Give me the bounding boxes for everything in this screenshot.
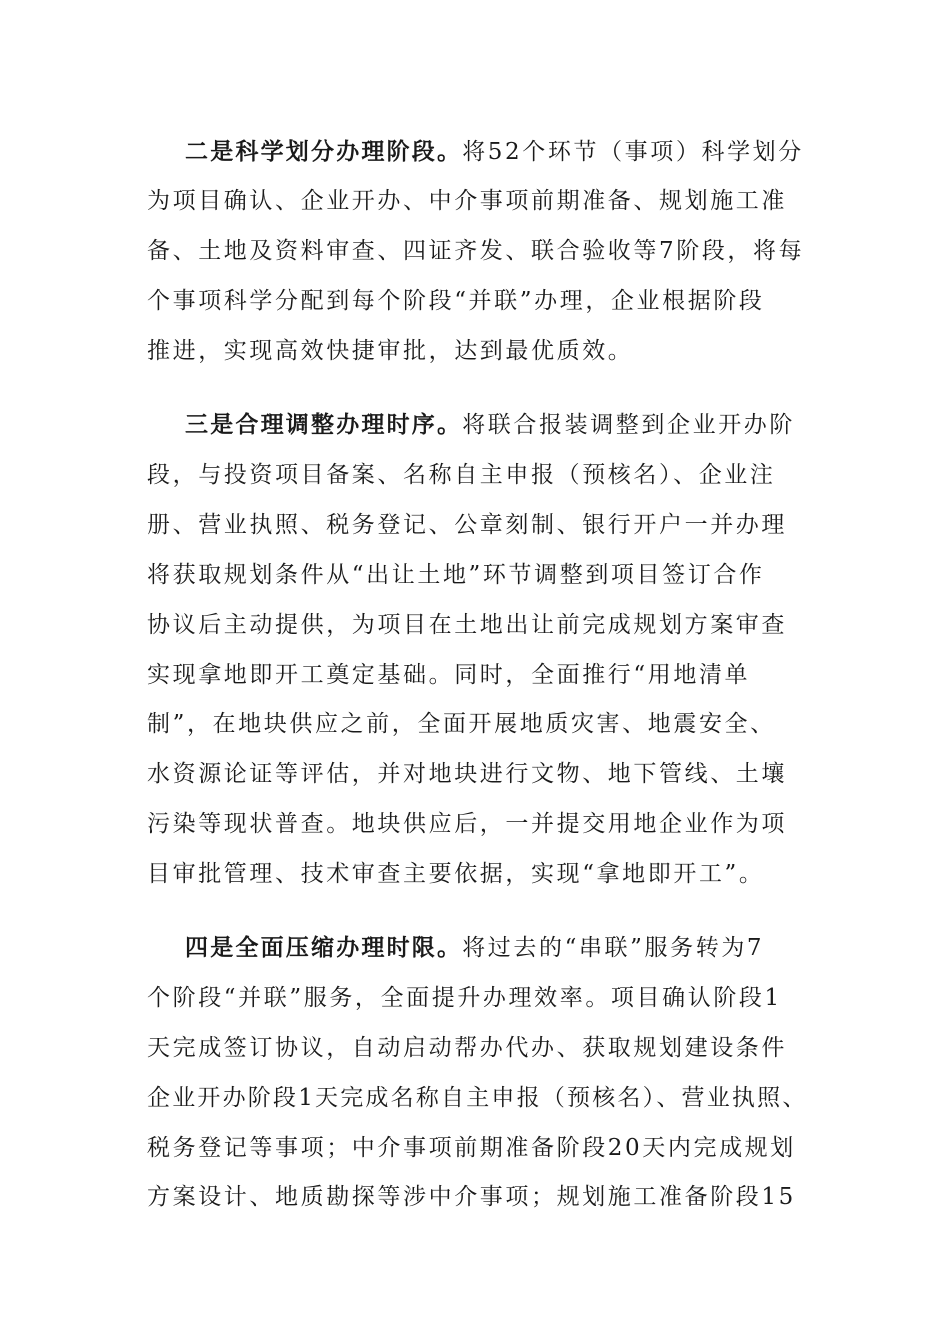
paragraph-1-line-2: 为项目确认、企业开办、中介事项前期准备、规划施工准 (147, 188, 787, 214)
paragraph-2-line-2: 段，与投资项目备案、名称自主申报（预核名）、企业注 (147, 462, 776, 488)
paragraph-1-text: 将52个环节（事项）科学划分 (462, 139, 804, 165)
paragraph-2-line-9: 污染等现状普查。地块供应后，一并提交用地企业作为项 (147, 811, 787, 837)
paragraph-3-line-4: 企业开办阶段1天完成名称自主申报（预核名）、营业执照、 (147, 1085, 808, 1111)
paragraph-1-line-1 (185, 137, 804, 167)
paragraph-2-line-7: 制”，在地块供应之前，全面开展地质灾害、地震安全、 (147, 711, 776, 737)
paragraph-1-line-4: 个事项科学分配到每个阶段“并联”办理，企业根据阶段 (147, 288, 765, 314)
paragraph-2-line-3: 册、营业执照、税务登记、公章刻制、银行开户一并办理 (147, 512, 787, 538)
paragraph-2-line-1 (185, 410, 795, 440)
paragraph-3-line-1 (185, 933, 764, 963)
paragraph-1-line-5: 推进，实现高效快捷审批，达到最优质效。 (147, 338, 634, 364)
paragraph-1-heading: 二是科学划分办理阶段。 (185, 139, 463, 165)
paragraph-3-line-2: 个阶段“并联”服务，全面提升办理效率。项目确认阶段1 (147, 985, 782, 1011)
paragraph-2-line-8: 水资源论证等评估，并对地块进行文物、地下管线、土壤 (147, 761, 787, 787)
paragraph-2-line-4: 将获取规划条件从“出让土地”环节调整到项目签订合作 (147, 562, 765, 588)
paragraph-3-line-5: 税务登记等事项；中介事项前期准备阶段20天内完成规划 (147, 1135, 796, 1161)
paragraph-2-line-10: 目审批管理、技术审查主要依据，实现“拿地即开工”。 (147, 861, 765, 887)
paragraph-3-heading: 四是全面压缩办理时限。 (185, 935, 463, 961)
paragraph-2-line-6: 实现拿地即开工奠定基础。同时，全面推行“用地清单 (147, 662, 751, 688)
paragraph-3-text: 将过去的“串联”服务转为7 (462, 935, 765, 961)
paragraph-3-line-3: 天完成签订协议，自动启动帮办代办、获取规划建设条件 (147, 1035, 787, 1061)
paragraph-2-text: 将联合报装调整到企业开办阶 (462, 412, 796, 438)
paragraph-2-heading: 三是合理调整办理时序。 (185, 412, 463, 438)
paragraph-1-line-3: 备、土地及资料审查、四证齐发、联合验收等7阶段，将每 (147, 238, 805, 264)
paragraph-3-line-6: 方案设计、地质勘探等涉中介事项；规划施工准备阶段15 (147, 1184, 796, 1210)
paragraph-2-line-5: 协议后主动提供，为项目在土地出让前完成规划方案审查 (147, 612, 787, 638)
